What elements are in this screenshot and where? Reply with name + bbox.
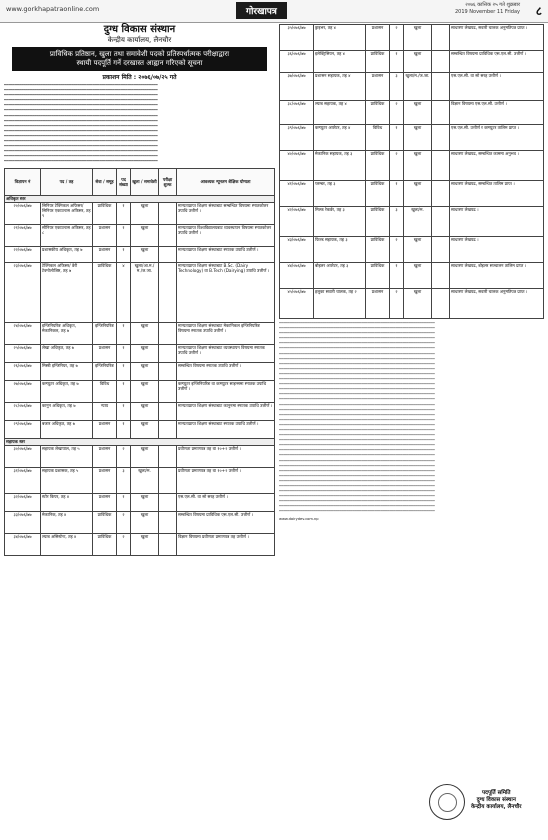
table-row	[5, 224, 275, 246]
adv-no-cell: २१/०७६/७७	[5, 224, 41, 246]
table-row	[280, 207, 544, 237]
adv-no-cell: ४४/०७६/७७	[280, 263, 314, 289]
fee-cell	[159, 511, 177, 533]
fee-cell	[432, 181, 450, 207]
count-cell: १	[117, 380, 131, 402]
qualification-cell: एस.एल.सी. उत्तीर्ण र कम्प्युटर तालिम प्राप्त ।	[450, 125, 544, 151]
adv-no-cell: ३७/०७६/७७	[280, 73, 314, 101]
officer-rows	[5, 202, 275, 438]
publication-date: प्रकाशन मिति : २०७६/०७/२५ गते	[102, 74, 177, 81]
type-cell: खुला	[404, 237, 432, 263]
terms-line: ━━━━━━━━━━━━━━━━━━━━━━━━━━━━━━━━━━━━━━━━━━━━━━━━━━━━━━━━━━━━━━━━━━━━━━━━	[279, 392, 435, 397]
count-cell: २	[390, 289, 404, 319]
qualification-cell: मान्यताप्राप्त शिक्षण संस्थाबाट स्नातक उपाधि उत्तीर्ण ।	[177, 420, 275, 438]
adv-no-cell: २०/०७६/७७	[5, 202, 41, 224]
service-cell: प्राविधिक	[93, 533, 117, 555]
terms-line: ━━━━━━━━━━━━━━━━━━━━━━━━━━━━━━━━━━━━━━━━━━━━━━━━━━━━━━━━━━━━━━━━━━━━━━━━	[279, 494, 435, 499]
table-row	[280, 263, 544, 289]
service-cell: प्रशासन	[93, 420, 117, 438]
fee-cell	[159, 402, 177, 420]
qualification-cell: साधारण लेखपढ ।	[450, 237, 544, 263]
fee-cell	[159, 445, 177, 467]
post-cell: इन्जिनियरिङ अधिकृत, मेकानिकल, तह ७	[41, 322, 93, 344]
service-cell: प्रशासन	[93, 224, 117, 246]
fee-cell	[159, 322, 177, 344]
qualification-cell: विज्ञान विषयमा एस.एल.सी. उत्तीर्ण ।	[450, 101, 544, 125]
qualification-cell: एस.एल.सी. वा सो सरह उत्तीर्ण ।	[450, 73, 544, 101]
terms-line: ━━━━━━━━━━━━━━━━━━━━━━━━━━━━━━━━━━━━━━━━━━━━━━━━━━━━━━━━━━━━━━━━━━━━━━━━	[279, 351, 435, 356]
post-cell: बोइलर अपरेटर, तह ३	[314, 263, 366, 289]
table-row	[5, 322, 275, 344]
terms-and-conditions	[279, 321, 544, 515]
adv-no-cell: २२/०७६/७७	[5, 246, 41, 262]
qualification-cell: सम्बन्धित विषयमा स्नातक उपाधि उत्तीर्ण ।	[177, 362, 275, 380]
fee-cell	[432, 237, 450, 263]
adv-no-cell: ४१/०७६/७७	[280, 181, 314, 207]
qualification-cell: मान्यताप्राप्त शिक्षण संस्थाबाट B.Sc. (Dairy Technology) वा B.Tech (Dairying) उपाधि उत्तीर्ण ।	[177, 262, 275, 322]
adv-no-cell: २८/०७६/७७	[5, 402, 41, 420]
qualification-cell: साधारण लेखपढ, बोइलर सञ्चालन तालिम प्राप्त ।	[450, 263, 544, 289]
terms-line: ━━━━━━━━━━━━━━━━━━━━━━━━━━━━━━━━━━━━━━━━━━━━━━━━━━━━━━━━━━━━━━━━━━━━━━━━	[279, 336, 435, 341]
count-cell: ३	[390, 207, 404, 237]
col-header-fee: परीक्षा शुल्क	[159, 168, 177, 195]
signatory-office: केन्द्रीय कार्यालय, लैनचौर	[471, 804, 522, 810]
terms-line: ━━━━━━━━━━━━━━━━━━━━━━━━━━━━━━━━━━━━━━━━━━━━━━━━━━━━━━━━━━━━━━━━━━━━━━━━	[279, 484, 435, 488]
type-cell: खुला	[404, 51, 432, 73]
issue-date-en: 2019 November 11 Friday	[454, 9, 520, 15]
service-cell: प्रशासन	[366, 289, 390, 319]
type-cell: खुला	[131, 224, 159, 246]
qualification-cell: साधारण लेखपढ, सवारी चालक अनुमतिपत्र प्राप्त ।	[450, 289, 544, 319]
terms-line: ━━━━━━━━━━━━━━━━━━━━━━━━━━━━━━━━━━━━━━━━━━━━━━━━━━━━━━━━━━━━━━━━━━━━━━━━	[279, 463, 435, 468]
type-cell: खुला	[131, 380, 159, 402]
count-cell: २	[390, 151, 404, 181]
count-cell: ३	[390, 73, 404, 101]
qualification-cell: साधारण लेखपढ, सवारी चालक अनुमतिपत्र प्राप्त ।	[450, 25, 544, 51]
fee-cell	[432, 263, 450, 289]
type-cell: खुला	[131, 322, 159, 344]
type-cell: खुला	[131, 362, 159, 380]
count-cell: १	[390, 125, 404, 151]
post-cell: हलुका सवारी चालक, तह २	[314, 289, 366, 319]
post-cell: कम्प्युटर अधिकृत, तह ७	[41, 380, 93, 402]
service-cell: न्याय	[93, 402, 117, 420]
type-cell: खुला	[131, 402, 159, 420]
type-cell: खुला	[131, 246, 159, 262]
issue-date-np: २०७६ कात्तिक २५ गते शुक्रबार	[465, 2, 520, 8]
post-cell: मिस्त्री इन्जिनियर, तह ७	[41, 362, 93, 380]
adv-no-cell: २५/०७६/७७	[5, 344, 41, 362]
table-row	[280, 181, 544, 207]
post-cell: लेखा अधिकृत, तह ७	[41, 344, 93, 362]
post-cell: इलेक्ट्रिसियन, तह ४	[314, 51, 366, 73]
col-header-count: पद संख्या	[117, 168, 131, 195]
fee-cell	[159, 224, 177, 246]
adv-no-cell: ३६/०७६/७७	[280, 51, 314, 73]
table-row	[5, 402, 275, 420]
notice-banner	[12, 47, 267, 71]
post-cell: टेक्निकल अफिसर/ डेरी टेक्नोलोजिष्ट, तह ७	[41, 262, 93, 322]
terms-line: ━━━━━━━━━━━━━━━━━━━━━━━━━━━━━━━━━━━━━━━━━━━━━━━━━━━━━━━━━━━━━━━━━━━━━━━━	[279, 331, 435, 336]
adv-no-cell: ४०/०७६/७७	[280, 151, 314, 181]
post-cell: ड्राइभर, तह ४	[314, 25, 366, 51]
type-cell: खुला	[404, 289, 432, 319]
adv-no-cell: २७/०७६/७७	[5, 380, 41, 402]
adv-no-cell: ४२/०७६/७७	[280, 207, 314, 237]
service-cell: प्राविधिक	[366, 237, 390, 263]
post-cell: कम्प्युटर अपरेटर, तह ४	[314, 125, 366, 151]
count-cell: १	[390, 263, 404, 289]
service-cell: इन्जिनियरिङ	[93, 362, 117, 380]
count-cell: २	[117, 445, 131, 467]
count-cell: १	[117, 322, 131, 344]
post-cell: प्रशासकीय अधिकृत, तह ७	[41, 246, 93, 262]
service-cell: प्रशासन	[93, 445, 117, 467]
qualification-cell: साधारण लेखपढ, सम्बन्धित तालिम प्राप्त ।	[450, 181, 544, 207]
fee-cell	[432, 289, 450, 319]
service-cell: प्राविधिक	[366, 51, 390, 73]
fee-cell	[159, 533, 177, 555]
office-name: केन्द्रीय कार्यालय, लैनचौर	[107, 36, 172, 44]
terms-line: ━━━━━━━━━━━━━━━━━━━━━━━━━━━━━━━━━━━━━━━━━━━━━━━━━━━━━━━━━━━━━━━━━━━━━━━━	[279, 458, 435, 463]
adv-no-cell: २३/०७६/७७	[5, 262, 41, 322]
adv-no-cell: ३९/०७६/७७	[280, 125, 314, 151]
adv-no-cell: ४५/०७६/७७	[280, 289, 314, 319]
terms-line: ━━━━━━━━━━━━━━━━━━━━━━━━━━━━━━━━━━━━━━━━━━━━━━━━━━━━━━━━━━━━━━━━━━━━━━━━	[279, 422, 435, 427]
terms-line: ━━━━━━━━━━━━━━━━━━━━━━━━━━━━━━━━━━━━━━━━━━━━━━━━━━━━━━━━━━━━━━━━━━━━━━━━	[279, 407, 435, 412]
count-cell: १	[117, 402, 131, 420]
terms-line: ━━━━━━━━━━━━━━━━━━━━━━━━━━━━━━━━━━━━━━━━━━━━━━━━━━━━━━━━━━━━━━━━━━━━━━━━	[279, 371, 435, 376]
terms-line: ━━━━━━━━━━━━━━━━━━━━━━━━━━━━━━━━━━━━━━━━━━━━━━━━━━━━━━━━━━━━━━━━━━━━━━━━	[279, 509, 435, 514]
banner-line-2: स्थायी पदपूर्ति गर्ने दरखास्त आह्वान गरिएको सूचना	[76, 59, 203, 67]
positions-table-left	[4, 168, 275, 556]
col-header-qualification: आवश्यक न्यूनतम शैक्षिक योग्यता	[177, 168, 275, 195]
count-cell: ३	[117, 467, 131, 493]
qualification-cell: मान्यताप्राप्त शिक्षण संस्थाबाट कानुनमा स्नातक उपाधि उत्तीर्ण ।	[177, 402, 275, 420]
type-cell: खुला	[404, 263, 432, 289]
service-cell: प्रशासन	[93, 344, 117, 362]
adv-no-cell: २६/०७६/७७	[5, 362, 41, 380]
terms-line: ━━━━━━━━━━━━━━━━━━━━━━━━━━━━━━━━━━━━━━━━━━━━━━━━━━━━━━━━━━━━━━━━━━━━━━━━	[279, 382, 435, 387]
fee-cell	[432, 125, 450, 151]
count-cell: १	[117, 493, 131, 511]
terms-line: ━━━━━━━━━━━━━━━━━━━━━━━━━━━━━━━━━━━━━━━━━━━━━━━━━━━━━━━━━━━━━━━━━━━━━━━━	[279, 377, 435, 382]
type-cell: खुला	[131, 445, 159, 467]
col-header-type: खुला / समावेशी	[131, 168, 159, 195]
terms-line: ━━━━━━━━━━━━━━━━━━━━━━━━━━━━━━━━━━━━━━━━━━━━━━━━━━━━━━━━━━━━━━━━━━━━━━━━	[279, 499, 435, 504]
terms-line: ━━━━━━━━━━━━━━━━━━━━━━━━━━━━━━━━━━━━━━━━━━━━━━━━━━━━━━━━━━━━━━━━━━━━━━━━	[279, 468, 435, 473]
signature-block	[279, 780, 544, 836]
terms-line: ━━━━━━━━━━━━━━━━━━━━━━━━━━━━━━━━━━━━━━━━━━━━━━━━━━━━━━━━━━━━━━━━━━━━━━━━	[279, 438, 435, 443]
adv-no-cell: ४३/०७६/७७	[280, 237, 314, 263]
post-cell: मिल्क रेकर्डर, तह ३	[314, 207, 366, 237]
table-row	[280, 289, 544, 319]
adv-no-cell: २४/०७६/७७	[5, 322, 41, 344]
terms-line: ━━━━━━━━━━━━━━━━━━━━━━━━━━━━━━━━━━━━━━━━━━━━━━━━━━━━━━━━━━━━━━━━━━━━━━━━	[279, 448, 435, 453]
adv-no-cell: ३४/०७६/७७	[5, 533, 41, 555]
fee-cell	[159, 467, 177, 493]
type-cell: खुला/आ.म./ म./ज.जा.	[131, 262, 159, 322]
service-cell: प्राविधिक	[366, 101, 390, 125]
terms-line: ━━━━━━━━━━━━━━━━━━━━━━━━━━━━━━━━━━━━━━━━━━━━━━━━━━━━━━━━━━━━━━━━━━━━━━━━	[279, 453, 435, 458]
terms-line: ━━━━━━━━━━━━━━━━━━━━━━━━━━━━━━━━━━━━━━━━━━━━━━━━━━━━━━━━━━━━━━━━━━━━━━━━	[279, 346, 435, 351]
banner-line-1: प्राविधिक प्रतिष्ठान, खुला तथा समावेशी पदको प्रतिस्पर्धात्मक परीक्षाद्वारा	[49, 50, 230, 58]
table-row	[5, 511, 275, 533]
service-cell: प्राविधिक	[93, 262, 117, 322]
table-row	[5, 493, 275, 511]
website-line	[279, 517, 544, 522]
table-row	[5, 420, 275, 438]
fee-cell	[432, 51, 450, 73]
count-cell: १	[117, 362, 131, 380]
type-cell: खुला	[131, 202, 159, 224]
service-cell: प्रशासन	[93, 493, 117, 511]
post-cell: प्लम्बर, तह ३	[314, 181, 366, 207]
signatory	[471, 790, 522, 811]
fee-cell	[432, 73, 450, 101]
table-row	[5, 362, 275, 380]
terms-line: ━━━━━━━━━━━━━━━━━━━━━━━━━━━━━━━━━━━━━━━━━━━━━━━━━━━━━━━━━━━━━━━━━━━━━━━━	[279, 504, 435, 509]
terms-line: ━━━━━━━━━━━━━━━━━━━━━━━━━━━━━━━━━━━━━━━━━━━━━━━━━━━━━━━━━━━━━━━━━━━━━━━━	[279, 412, 435, 417]
support-rows	[280, 25, 544, 319]
qualification-cell: साधारण लेखपढ ।	[450, 207, 544, 237]
terms-line: ━━━━━━━━━━━━━━━━━━━━━━━━━━━━━━━━━━━━━━━━━━━━━━━━━━━━━━━━━━━━━━━━━━━━━━━━	[279, 443, 435, 448]
qualification-cell: प्रवीणता प्रमाणपत्र तह वा १०+२ उत्तीर्ण ।	[177, 467, 275, 493]
post-cell: कानुन अधिकृत, तह ७	[41, 402, 93, 420]
terms-line: ━━━━━━━━━━━━━━━━━━━━━━━━━━━━━━━━━━━━━━━━━━━━━━━━━━━━━━━━━━━━━━━━━━━━━━━━	[279, 397, 435, 402]
fee-cell	[159, 380, 177, 402]
adv-no-cell: ३८/०७६/७७	[280, 101, 314, 125]
adv-no-cell: २९/०७६/७७	[5, 420, 41, 438]
count-cell: ४	[117, 262, 131, 322]
table-row	[280, 237, 544, 263]
service-cell: प्रशासन	[93, 467, 117, 493]
type-cell: खुला	[131, 344, 159, 362]
fee-cell	[159, 493, 177, 511]
count-cell: १	[117, 344, 131, 362]
type-cell: खुला	[404, 25, 432, 51]
fee-cell	[432, 25, 450, 51]
service-cell: प्रशासन	[93, 246, 117, 262]
signatory-committee: पदपूर्ति समिति	[481, 790, 511, 796]
type-cell: खुला	[131, 420, 159, 438]
table-row	[280, 125, 544, 151]
qualification-cell: एस.एल.सी. वा सो सरह उत्तीर्ण ।	[177, 493, 275, 511]
type-cell: खुला/म.	[404, 207, 432, 237]
table-row	[5, 246, 275, 262]
qualification-cell: मान्यताप्राप्त विश्वविद्यालयबाट व्यवस्थापन विषयमा स्नातकोत्तर उपाधि उत्तीर्ण ।	[177, 224, 275, 246]
terms-line: ━━━━━━━━━━━━━━━━━━━━━━━━━━━━━━━━━━━━━━━━━━━━━━━━━━━━━━━━━━━━━━━━━━━━━━━━	[279, 433, 435, 438]
table-header-row	[5, 168, 275, 195]
qualification-cell: कम्प्युटर इन्जिनियरिङ वा कम्प्युटर साइन्समा स्नातक उपाधि उत्तीर्ण ।	[177, 380, 275, 402]
service-cell: विविध	[366, 125, 390, 151]
count-cell: १	[117, 202, 131, 224]
service-cell: प्राविधिक	[366, 181, 390, 207]
service-cell: विविध	[93, 380, 117, 402]
col-header-service: सेवा / समूह	[93, 168, 117, 195]
adv-no-cell: ३५/०७६/७७	[280, 25, 314, 51]
type-cell: खुला/म./ज.जा.	[404, 73, 432, 101]
site-url: www.gorkhapatraonline.com	[6, 5, 100, 13]
post-cell: प्रशासन सहायक, तह ४	[314, 73, 366, 101]
type-cell: खुला	[404, 101, 432, 125]
type-cell: खुला/म.	[131, 467, 159, 493]
service-cell: इन्जिनियरिङ	[93, 322, 117, 344]
terms-line: ━━━━━━━━━━━━━━━━━━━━━━━━━━━━━━━━━━━━━━━━━━━━━━━━━━━━━━━━━━━━━━━━━━━━━━━━	[279, 341, 435, 346]
org-name: दुग्ध विकास संस्थान	[103, 24, 176, 35]
post-cell: मेकानिक सहायक, तह ३	[314, 151, 366, 181]
terms-line: ━━━━━━━━━━━━━━━━━━━━━━━━━━━━━━━━━━━━━━━━━━━━━━━━━━━━━━━━━━━━━━━━━━━━━━━━	[279, 417, 435, 422]
terms-line: ━━━━━━━━━━━━━━━━━━━━━━━━━━━━━━━━━━━━━━━━━━━━━━━━━━━━━━━━━━━━━━━━━━━━━━━━	[279, 489, 435, 494]
type-cell: खुला	[404, 181, 432, 207]
adv-no-cell: ३२/०७६/७७	[5, 493, 41, 511]
fee-cell	[159, 344, 177, 362]
col-header-post: पद / तह	[41, 168, 93, 195]
service-cell: प्राविधिक	[366, 263, 390, 289]
table-row	[5, 202, 275, 224]
post-cell: स्टोर किपर, तह ४	[41, 493, 93, 511]
count-cell: २	[390, 25, 404, 51]
count-cell: २	[390, 101, 404, 125]
table-row	[5, 533, 275, 555]
terms-line: ━━━━━━━━━━━━━━━━━━━━━━━━━━━━━━━━━━━━━━━━━━━━━━━━━━━━━━━━━━━━━━━━━━━━━━━━	[279, 361, 435, 366]
notice-right-column	[279, 24, 544, 836]
terms-line: ━━━━━━━━━━━━━━━━━━━━━━━━━━━━━━━━━━━━━━━━━━━━━━━━━━━━━━━━━━━━━━━━━━━━━━━━	[279, 427, 435, 432]
signatory-org: दुग्ध विकास संस्थान	[476, 797, 516, 803]
section-assistant-level: सहायक स्तर	[5, 438, 275, 445]
type-cell: खुला	[404, 125, 432, 151]
fee-cell	[432, 151, 450, 181]
terms-line: ━━━━━━━━━━━━━━━━━━━━━━━━━━━━━━━━━━━━━━━━━━━━━━━━━━━━━━━━━━━━━━━━━━━━━━━━	[279, 387, 435, 392]
qualification-cell: सम्बन्धित विषयमा प्राविधिक एस.एल.सी. उत्तीर्ण ।	[177, 511, 275, 533]
post-cell: सहायक लेखापाल, तह ५	[41, 445, 93, 467]
post-cell: सीनियर एकाउन्टस अफिसर, तह ८	[41, 224, 93, 246]
count-cell: २	[390, 237, 404, 263]
type-cell: खुला	[131, 493, 159, 511]
fee-cell	[159, 262, 177, 322]
terms-line: ━━━━━━━━━━━━━━━━━━━━━━━━━━━━━━━━━━━━━━━━━━━━━━━━━━━━━━━━━━━━━━━━━━━━━━━━	[279, 326, 435, 331]
count-cell: १	[390, 181, 404, 207]
post-cell: मेकानिक, तह ४	[41, 511, 93, 533]
intro-paragraph: ━━━━━━━━━━━━━━━━━━━━━━━━━━━━━━━━━━━━━━━━━━━━━━━━━━━━━━━━━━━━━━━━━━━━━━━ ━━━━━━━━━━━━━━━━━━━━━━━━━━━━━━━━━━━━━━━━━━━━━━━━━━━━━━━━━━━━━━━━━━━━━━━ ━━━━━━━━━━━━━━━━━━━━━━━━━━━━━━━━━━━━━━━━━━━━━━━━━━━━━━━━━━━━━━━━━━━━━━━ ━━━━━━━━━━━━━━━━━━━━━━━━━━━━━━━━━━━━━━━━━━━━━━━━━━━━━━━━━━━━━━━━━━━━━━━ ━━━━━━━━━━━━━━━━━━━━━━━━━━━━━━━━━━━━━━━━━━━━━━━━━━━━━━━━━━━━━━━━━━━━━━━ ━━━━━━━━━━━━━━━━━━━━━━━━━━━━━━━━━━━━━━━━━━━━━━━━━━━━━━━━━━━━━━━━━━━━━━━ ━━━━━━━━━━━━━━━━━━━━━━━━━━━━━━━━━━━━━━━━━━━━━━━━━━━━━━━━━━━━━━━━━━━━━━━ ━━━━━━━━━━━━━━━━━━━━━━━━━━━━━━━━━━━━━━━━━━━━━━━━━━━━━━━━━━━━━━━━━━━━━━━ ━━━━━━━━━━━━━━━━━━━━━━━━━━━━━━━━━━━━━━━━━━━━━━━━━━━━━━━━━━━━━━━━━━━━━━━ ━━━━━━━━━━━━━━━━━━━━━━━━━━━━━━━━━━━━━━━━━━━━━━━━━━━━━━━━━━━━━━━━━━━━━━━ ━━━━━━━━━━━━━━━━━━━━━━━━━━━━━━━━━━━━━━━━━━━━━━━━━━━━━━━━━━━━━━━━━━━━━━━ ━━━━━━━━━━━━━━━━━━━━━━━━━━━━━━━━━━━━━━━━━━━━━━━━━━━━━━━━━━━━━━━━━━━━━━━ ━━━━━━━━━━━━━━━━━━━━━━━━━━━━━━━━━━━━━━━━━━━━━━━━━━━━━━━━━━━━━━━━━━━━━━━ ━━━━━━━━━━━━━━━━━━━━━━━━━━━━━━━━━━━━━━━━━━━━━━━━━━━━━━━━━━━━━━━━━━━━━━━ ━━━━━━━━━━━━━━━━━━━━━━━━━━━━━━━━━━━━━━━━━━━━━━━━━━━━━━━━━━━━━━━━━━━━━━━ ━━━━━━━━━━━━━━━━━━━━━━━━━━━━━━━━━━━━━━━━━━━━━━━━━━━━━━━━━━━━━━━━━━━━━━━	[4, 83, 158, 164]
table-row	[280, 73, 544, 101]
post-cell: बजार अधिकृत, तह ७	[41, 420, 93, 438]
post-cell: सिनियर टेक्निकल अफिसर/ सिनियर एकाउन्टस अफिसर, तह ९	[41, 202, 93, 224]
notice-left-column	[4, 24, 275, 836]
section-officer-level: अधिकृत स्तर	[5, 195, 275, 202]
newspaper-name: गोरखापत्र	[236, 2, 287, 19]
count-cell: १	[117, 224, 131, 246]
assistant-rows	[5, 445, 275, 555]
qualification-cell: विज्ञान विषयमा प्रवीणता प्रमाणपत्र तह उत्तीर्ण ।	[177, 533, 275, 555]
table-row	[280, 25, 544, 51]
terms-line: ━━━━━━━━━━━━━━━━━━━━━━━━━━━━━━━━━━━━━━━━━━━━━━━━━━━━━━━━━━━━━━━━━━━━━━━━	[279, 478, 435, 483]
table-row	[5, 380, 275, 402]
qualification-cell: सम्बन्धित विषयमा प्राविधिक एस.एल.सी. उत्तीर्ण ।	[450, 51, 544, 73]
table-row	[5, 467, 275, 493]
fee-cell	[159, 362, 177, 380]
service-cell: प्रशासन	[366, 25, 390, 51]
website-url[interactable]: www.dairydev.com.np	[279, 516, 319, 521]
service-cell: प्राविधिक	[93, 202, 117, 224]
count-cell: १	[117, 420, 131, 438]
positions-table-right	[279, 24, 544, 319]
table-row	[280, 51, 544, 73]
fee-cell	[432, 207, 450, 237]
type-cell: खुला	[404, 151, 432, 181]
col-header-adv-no: विज्ञापन नं	[5, 168, 41, 195]
post-cell: ल्याब सहायक, तह ४	[314, 101, 366, 125]
office-seal-icon	[429, 784, 465, 820]
qualification-cell: मान्यताप्राप्त शिक्षण संस्थाबाट सम्बन्धित विषयमा स्नातकोत्तर उपाधि उत्तीर्ण ।	[177, 202, 275, 224]
adv-no-cell: ३१/०७६/७७	[5, 467, 41, 493]
fee-cell	[159, 246, 177, 262]
count-cell: १	[390, 51, 404, 73]
fee-cell	[159, 202, 177, 224]
terms-line: ━━━━━━━━━━━━━━━━━━━━━━━━━━━━━━━━━━━━━━━━━━━━━━━━━━━━━━━━━━━━━━━━━━━━━━━━	[279, 321, 435, 325]
fee-cell	[432, 101, 450, 125]
terms-line: ━━━━━━━━━━━━━━━━━━━━━━━━━━━━━━━━━━━━━━━━━━━━━━━━━━━━━━━━━━━━━━━━━━━━━━━━	[279, 366, 435, 371]
qualification-cell: प्रवीणता प्रमाणपत्र तह वा १०+२ उत्तीर्ण ।	[177, 445, 275, 467]
post-cell: फिल्ड सहायक, तह ३	[314, 237, 366, 263]
service-cell: प्राविधिक	[93, 511, 117, 533]
service-cell: प्रशासन	[366, 73, 390, 101]
terms-line: ━━━━━━━━━━━━━━━━━━━━━━━━━━━━━━━━━━━━━━━━━━━━━━━━━━━━━━━━━━━━━━━━━━━━━━━━	[279, 402, 435, 407]
table-row	[5, 262, 275, 322]
issue-date	[455, 2, 520, 16]
type-cell: खुला	[131, 511, 159, 533]
page-header	[0, 0, 548, 23]
count-cell: २	[117, 533, 131, 555]
table-row	[5, 445, 275, 467]
count-cell: १	[117, 246, 131, 262]
service-cell: प्राविधिक	[366, 207, 390, 237]
table-row	[5, 344, 275, 362]
qualification-cell: मान्यताप्राप्त शिक्षण संस्थाबाट स्नातक उपाधि उत्तीर्ण ।	[177, 246, 275, 262]
post-cell: सहायक प्रशासक, तह ५	[41, 467, 93, 493]
table-row	[280, 151, 544, 181]
terms-line: ━━━━━━━━━━━━━━━━━━━━━━━━━━━━━━━━━━━━━━━━━━━━━━━━━━━━━━━━━━━━━━━━━━━━━━━━	[279, 356, 435, 361]
fee-cell	[159, 420, 177, 438]
count-cell: २	[117, 511, 131, 533]
page-number: ८	[535, 4, 542, 18]
type-cell: खुला	[131, 533, 159, 555]
qualification-cell: मान्यताप्राप्त शिक्षण संस्थाबाट मेकानिकल इन्जिनियरिङ विषयमा स्नातक उपाधि उत्तीर्ण ।	[177, 322, 275, 344]
adv-no-cell: ३०/०७६/७७	[5, 445, 41, 467]
table-row	[280, 101, 544, 125]
qualification-cell: साधारण लेखपढ, सम्बन्धित काममा अनुभव ।	[450, 151, 544, 181]
post-cell: ल्याब असिस्टेन्ट, तह ४	[41, 533, 93, 555]
terms-line: ━━━━━━━━━━━━━━━━━━━━━━━━━━━━━━━━━━━━━━━━━━━━━━━━━━━━━━━━━━━━━━━━━━━━━━━━	[279, 473, 435, 478]
adv-no-cell: ३३/०७६/७७	[5, 511, 41, 533]
qualification-cell: मान्यताप्राप्त शिक्षण संस्थाबाट व्यवस्थापन विषयमा स्नातक उपाधि उत्तीर्ण ।	[177, 344, 275, 362]
service-cell: प्राविधिक	[366, 151, 390, 181]
